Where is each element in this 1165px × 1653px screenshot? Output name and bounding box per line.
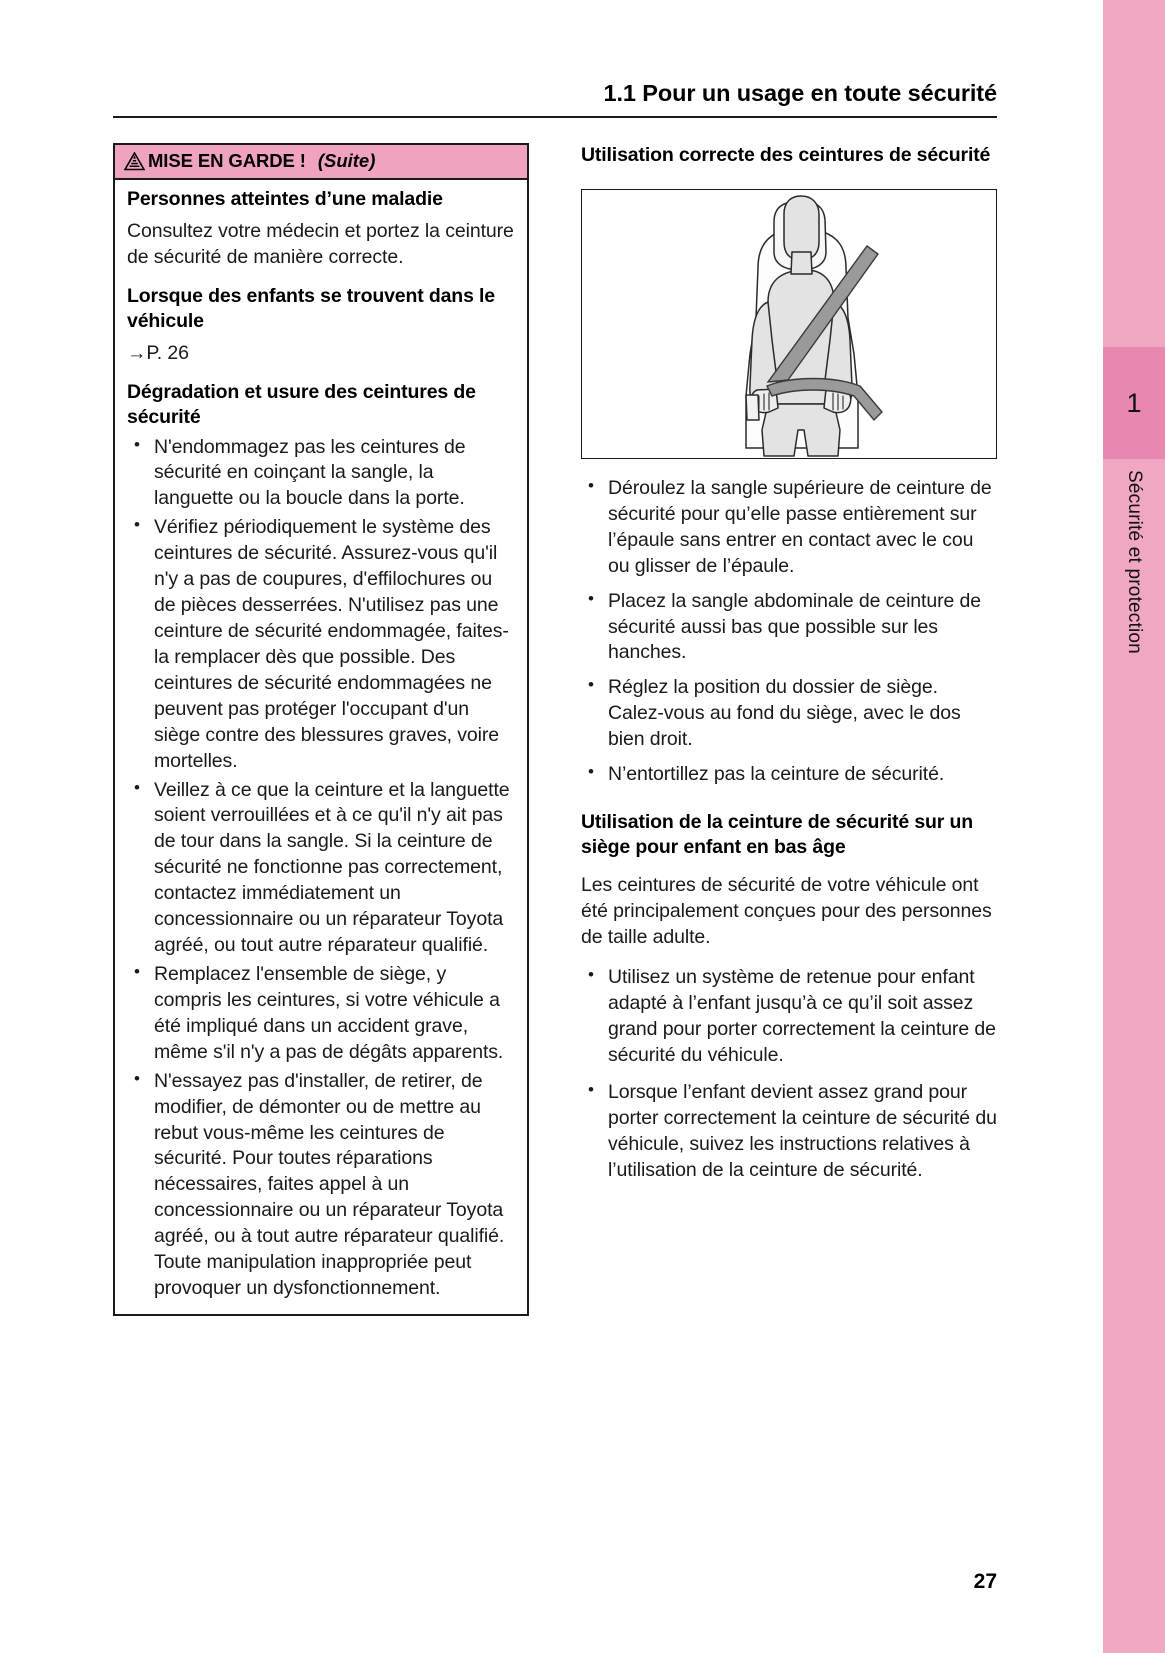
section-heading-correct-use: Utilisation correcte des ceintures de sécurité — [581, 144, 991, 166]
child-seat-bullet-list — [581, 965, 997, 1184]
warning-bullet-list — [127, 435, 515, 1302]
right-column — [581, 143, 997, 1316]
warning-box — [113, 143, 529, 1316]
list-item: • N'essayez pas d'installer, de retirer, de modifier, de démonter ou de mettre au rebut vous-même les ceintures de sécurité. Pour toutes réparations nécessaires, faites appel à un concessionnaire ou un réparateur Toyota agréé, ou à tout autre réparateur qualifié. Toute manipulation inappropriée peut provoquer un dysfonctionnement. — [127, 1069, 515, 1302]
list-item: • Vérifiez périodiquement le système des ceintures de sécurité. Assurez-vous qu'il n'y a pas de coupures, d'effilochures ou de pièces desserrées. N'utilisez pas une ceinture de sécurité endommagée, faites-la remplacer dès que possible. Des ceintures de sécurité endommagées ne peuvent pas protéger l'occupant d'un siège contre des blessures graves, voire mortelles. — [127, 515, 515, 774]
warning-heading-children: Lorsque des enfants se trouvent dans le véhicule — [127, 284, 495, 332]
warning-box-body — [115, 180, 527, 1314]
chapter-label-vertical — [1103, 470, 1165, 654]
child-seat-intro-text: Les ceintures de sécurité de votre véhicule ont été principalement conçues pour des personnes de taille adulte. — [581, 874, 992, 948]
list-item: • Placez la sangle abdominale de ceinture de sécurité aussi bas que possible sur les hanches. — [581, 589, 997, 667]
list-item: • Remplacez l'ensemble de siège, y compris les ceintures, si votre véhicule a été impliqué dans un accident grave, même s'il n'y a pas de dégâts apparents. — [127, 962, 515, 1066]
correct-use-bullet-list — [581, 476, 997, 788]
list-item: • Déroulez la sangle supérieure de ceinture de sécurité pour qu’elle passe entièrement sur l’épaule sans entrer en contact avec le cou ou glisser de l’épaule. — [581, 476, 997, 580]
seatbelt-occupant-illustration — [581, 189, 997, 459]
list-item: • Utilisez un système de retenue pour enfant adapté à l’enfant jusqu’à ce qu’il soit assez grand pour porter correctement la ceinture de sécurité du véhicule. — [581, 965, 997, 1069]
left-column — [113, 143, 529, 1316]
warning-title: MISE EN GARDE ! — [148, 150, 306, 171]
warning-box-header — [115, 145, 527, 180]
list-item: • N'endommagez pas les ceintures de sécurité en coinçant la sangle, la languette ou la boucle dans la porte. — [127, 435, 515, 513]
chapter-label-text: Sécurité et protection — [1124, 470, 1145, 654]
list-item: • N’entortillez pas la ceinture de sécurité. — [581, 762, 997, 788]
page-header — [113, 80, 997, 118]
page-number: 27 — [973, 1570, 997, 1593]
warning-text-illness: Consultez votre médecin et portez la ceinture de sécurité de manière correcte. — [127, 219, 514, 268]
section-heading-child-seat: Utilisation de la ceinture de sécurité sur un siège pour enfant en bas âge — [581, 811, 974, 859]
seatbelt-figure-svg — [582, 190, 995, 457]
content-columns — [113, 143, 997, 1316]
chapter-number-band — [1103, 347, 1165, 459]
list-item: • Veillez à ce que la ceinture et la languette soient verrouillées et à ce qu'il n'y ait pas de tour dans la sangle. Si la ceinture de sécurité ne fonctionne pas correctement, contactez immédiatement un concessionnaire ou un réparateur Toyota agréé, ou tout autre réparateur qualifié. — [127, 778, 515, 959]
chapter-number: 1 — [1126, 387, 1142, 418]
chapter-tab-strip[interactable] — [1103, 0, 1165, 1653]
list-item: • Réglez la position du dossier de siège. Calez-vous au fond du siège, avec le dos bien droit. — [581, 675, 997, 753]
list-item: • Lorsque l’enfant devient assez grand pour porter correctement la ceinture de sécurité du véhicule, suivez les instructions relatives à l’utilisation de la ceinture de sécurité. — [581, 1080, 997, 1184]
header-divider — [113, 116, 997, 118]
warning-page-reference[interactable]: →P. 26 — [127, 341, 189, 364]
warning-suffix: (Suite) — [317, 150, 376, 171]
warning-heading-wear: Dégradation et usure des ceintures de sécurité — [127, 380, 476, 428]
page-title: 1.1 Pour un usage en toute sécurité — [603, 80, 997, 106]
warning-heading-illness: Personnes atteintes d’une maladie — [127, 188, 443, 210]
warning-triangle-icon — [124, 152, 145, 171]
